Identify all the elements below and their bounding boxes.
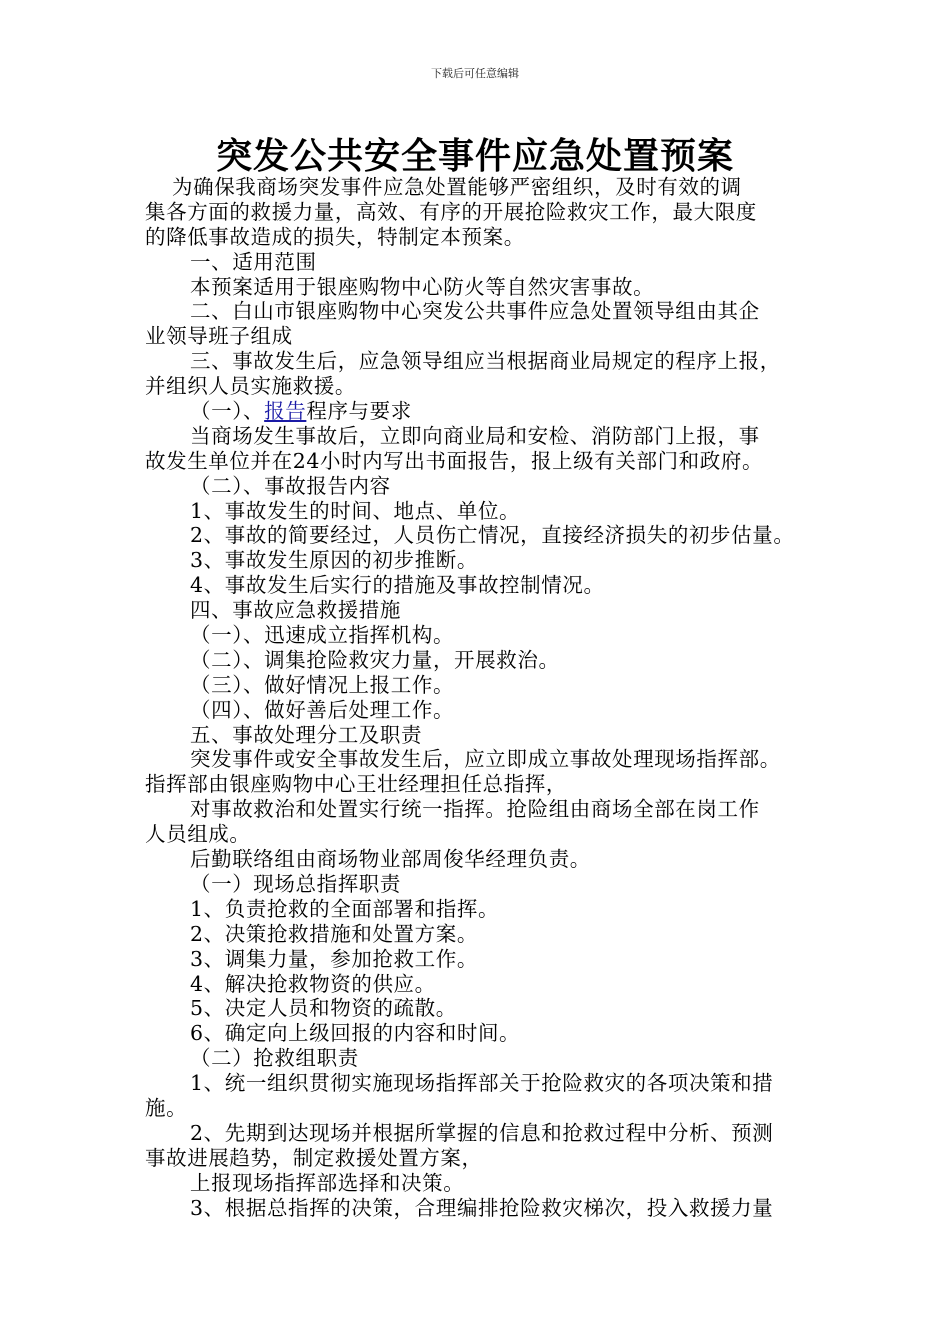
paragraph-line: 三、事故发生后，应急领导组应当根据商业局规定的程序上报， (190, 349, 781, 374)
paragraph-line: 3、事故发生原因的初步推断。 (190, 548, 478, 573)
paragraph-line: 当商场发生事故后，立即向商业局和安检、消防部门上报，事 (190, 423, 760, 448)
line-text: 程序与要求 (306, 399, 412, 424)
paragraph-line: （一）、迅速成立指挥机构。 (190, 623, 455, 648)
paragraph-line: 指挥部由银座购物中心王壮经理担任总指挥， (145, 772, 567, 797)
paragraph-line: 四、事故应急救援措施 (190, 598, 401, 623)
paragraph-line: 事故进展趋势，制定救援处置方案， (145, 1145, 483, 1170)
paragraph-line: 1、统一组织贯彻实施现场指挥部关于抢险救灾的各项决策和措 (190, 1071, 774, 1096)
paragraph-line: 一、适用范围 (190, 249, 317, 274)
paragraph-line: 上报现场指挥部选择和决策。 (190, 1170, 465, 1195)
report-link[interactable]: 报告 (264, 399, 307, 424)
paragraph-line: （四）、做好善后处理工作。 (190, 697, 455, 722)
paragraph-line: 对事故救治和处置实行统一指挥。抢险组由商场全部在岗工作 (190, 797, 760, 822)
paragraph-line (145, 399, 825, 424)
paragraph-line: 本预案适用于银座购物中心防火等自然灾害事故。 (190, 274, 655, 299)
paragraph-line: 业领导班子组成 (145, 324, 293, 349)
header-note: 下载后可任意编辑 (431, 67, 519, 80)
paragraph-line: 3、根据总指挥的决策，合理编排抢险救灾梯次，投入救援力量 (190, 1195, 774, 1220)
paragraph-line: 突发事件或安全事故发生后，应立即成立事故处理现场指挥部。 (190, 747, 781, 772)
paragraph-line: 4、事故发生后实行的措施及事故控制情况。 (190, 573, 605, 598)
line-prefix: （一）、 (190, 399, 265, 424)
paragraph-line: 6、确定向上级回报的内容和时间。 (190, 1021, 521, 1046)
paragraph-line: （二）、事故报告内容 (190, 473, 391, 498)
paragraph-line: 并组织人员实施救援。 (145, 374, 356, 399)
paragraph-line: 二、白山市银座购物中心突发公共事件应急处置领导组由其企 (190, 299, 760, 324)
paragraph-line: 4、解决抢救物资的供应。 (190, 971, 436, 996)
paragraph-line: 为确保我商场突发事件应急处置能够严密组织，及时有效的调 (172, 175, 742, 199)
document-body (145, 175, 825, 1220)
paragraph-line: 施。 (145, 1095, 188, 1120)
paragraph-line: 1、负责抢救的全面部署和指挥。 (190, 896, 500, 921)
paragraph-line: 集各方面的救援力量，高效、有序的开展抢险救灾工作，最大限度 (145, 199, 757, 224)
paragraph-line: （二）、调集抢险救灾力量，开展救治。 (190, 647, 560, 672)
paragraph-line: 后勤联络组由商场物业部周俊华经理负责。 (190, 847, 591, 872)
paragraph-line: 1、事故发生的时间、地点、单位。 (190, 498, 521, 523)
paragraph-line: 人员组成。 (145, 822, 251, 847)
paragraph-line: 五、事故处理分工及职责 (190, 722, 423, 747)
paragraph-line: 3、调集力量，参加抢救工作。 (190, 946, 478, 971)
paragraph-line: 5、决定人员和物资的疏散。 (190, 996, 457, 1021)
document-title: 突发公共安全事件应急处置预案 (215, 136, 734, 177)
paragraph-line: 2、先期到达现场并根据所掌握的信息和抢救过程中分析、预测 (190, 1120, 774, 1145)
paragraph-line: （三）、做好情况上报工作。 (190, 672, 455, 697)
paragraph-line: （二）抢救组职责 (190, 1046, 359, 1071)
paragraph-line: 2、事故的简要经过，人员伤亡情况，直接经济损失的初步估量。 (190, 523, 795, 548)
paragraph-line: 的降低事故造成的损失，特制定本预案。 (145, 224, 525, 249)
paragraph-line: 故发生单位并在24小时内写出书面报告，报上级有关部门和政府。 (145, 448, 764, 473)
paragraph-line: 2、决策抢救措施和处置方案。 (190, 921, 478, 946)
paragraph-line: （一）现场总指挥职责 (190, 871, 401, 896)
